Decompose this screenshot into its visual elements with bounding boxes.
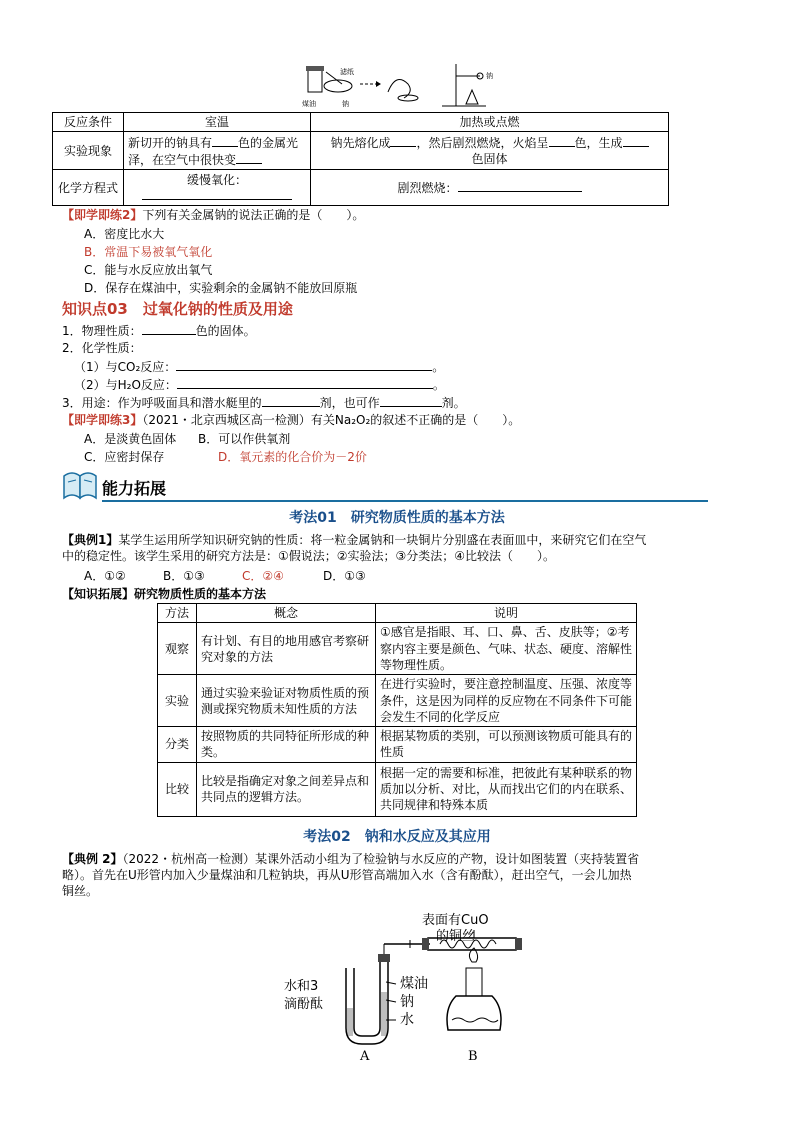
practice-stem: （2021・北京西城区高一检测）有关Na₂O₂的叙述不正确的是（ ）。 <box>142 413 521 427</box>
blank <box>380 394 442 407</box>
equation-label: 缓慢氧化： <box>186 172 247 187</box>
fig-label-filter-paper: 滤纸 <box>340 68 354 76</box>
label-cuo-wire: 表面有CuO <box>422 913 489 928</box>
k03-line-5 <box>62 394 466 411</box>
knowledge-point-title: 知识点03 过氧化钠的性质及用途 <box>62 300 293 318</box>
label-kerosene: 煤油 <box>400 976 428 992</box>
example-text: 略）。首先在U形管内加入少量煤油和几粒钠块，再从U形管高端加入水（含有酚酞），赶出空气，一会儿加热 <box>62 868 632 883</box>
table-row <box>158 604 637 623</box>
table-cell <box>124 132 311 170</box>
practice-tag: 【即学即练2】 <box>62 208 143 222</box>
table-cell: 根据某物质的类别，可以预测该物质可能具有的性质 <box>376 727 637 762</box>
k03-text: 剂。 <box>441 396 466 410</box>
book-icon <box>60 468 100 502</box>
blank <box>390 134 416 147</box>
table-cell: ①感官是指眼、耳、口、鼻、舌、皮肤等；②考察内容主要是颜色、气味、状态、硬度、溶解性等物理性质。 <box>376 623 637 675</box>
blank <box>212 134 238 147</box>
table-row <box>53 132 669 170</box>
table-cell: 室温 <box>124 113 311 132</box>
blank <box>549 134 575 147</box>
table-cell: 反应条件 <box>53 113 124 132</box>
phenomenon-text: 色固体 <box>471 152 508 167</box>
table-cell: 观察 <box>158 623 197 675</box>
example-tag: 【典例1】 <box>62 533 119 547</box>
blank <box>142 193 292 200</box>
option-d: D．氧元素的化合价为－2价 <box>218 450 367 464</box>
divider <box>102 500 708 502</box>
k03-text: （1）与CO₂反应： <box>74 360 177 374</box>
practice-tag: 【即学即练3】 <box>62 413 143 427</box>
table-cell <box>311 170 669 206</box>
k03-text: 。 <box>432 378 445 392</box>
option-b: B．可以作供氧剂 <box>198 432 291 446</box>
practice-2 <box>62 207 364 223</box>
blank <box>142 322 196 335</box>
apparatus-figure <box>280 908 540 1066</box>
practice-3 <box>62 412 520 428</box>
fig-label-sodium-2: 钠 <box>486 72 493 80</box>
blank <box>623 134 649 147</box>
k03-line-4 <box>74 376 445 393</box>
table-cell: 在进行实验时，要注意控制温度、压强、浓度等条件，这是因为同样的反应物在不同条件下可能会发生不同的化学反应 <box>376 675 637 727</box>
option-c: C．应密封保存 <box>84 450 165 464</box>
sodium-experiment-figure <box>296 62 506 112</box>
option-a: A．是淡黄色固体 <box>84 432 177 446</box>
phenomenon-text: ，然后剧烈燃烧，火焰呈 <box>416 136 549 150</box>
table-row <box>158 762 637 816</box>
fig-label-sodium: 钠 <box>342 100 349 108</box>
k03-text: 剂，也可作 <box>319 396 380 410</box>
table-cell: 比较是指确定对象之间差异点和共同点的逻辑方法。 <box>197 762 376 816</box>
phenomenon-text: 新切开的钠具有 <box>128 135 213 150</box>
kaofa-02-title: 考法02 钠和水反应及其应用 <box>303 829 491 845</box>
example-tag: 【典例 2】 <box>62 852 123 866</box>
fig-label-kerosene: 煤油 <box>302 100 316 108</box>
example-1 <box>62 532 742 564</box>
table-cell: 化学方程式 <box>53 170 124 206</box>
equation-label: 剧烈燃烧： <box>397 181 458 196</box>
k03-text: 3．用途：作为呼吸面具和潜水艇里的 <box>62 396 262 410</box>
option-a: A．密度比水大 <box>84 227 165 241</box>
blank <box>177 376 433 389</box>
label-a: A <box>360 1049 370 1064</box>
example-text: （2022・杭州高一检测）某课外活动小组为了检验钠与水反应的产物，设计如图装置（夹持装置省 <box>122 852 640 866</box>
example-text: 某学生运用所学知识研究钠的性质：将一粒金属钠和一块铜片分别盛在表面皿中，来研究它们在空气 <box>118 533 647 547</box>
table-cell: 实验 <box>158 675 197 727</box>
table-cell: 概念 <box>197 604 376 623</box>
label-copper-wire: 的铜丝 <box>436 929 476 944</box>
option-d: D．保存在煤油中，实验剩余的金属钠不能放回原瓶 <box>84 281 358 295</box>
phenomenon-text: 钠先熔化成 <box>330 136 391 150</box>
methods-table <box>157 603 637 817</box>
kaofa-01-title: 考法01 研究物质性质的基本方法 <box>289 510 505 526</box>
option-a: A．①② <box>84 569 126 583</box>
ability-title: 能力拓展 <box>102 479 167 498</box>
label-b: B <box>468 1049 478 1064</box>
table-cell: 方法 <box>158 604 197 623</box>
sodium-reaction-table <box>52 112 669 206</box>
table-row <box>53 113 669 132</box>
table-cell <box>311 132 669 170</box>
phenomenon-text: 色，生成 <box>574 136 623 150</box>
table-cell <box>124 170 311 206</box>
table-cell: 有计划、有目的地用感官考察研究对象的方法 <box>197 623 376 675</box>
knowledge-ext-title: 【知识拓展】研究物质性质的基本方法 <box>62 587 267 601</box>
k03-text: 1．物理性质： <box>62 324 142 338</box>
table-cell: 加热或点燃 <box>311 113 669 132</box>
table-cell: 比较 <box>158 762 197 816</box>
k03-text: 色的固体。 <box>195 324 256 338</box>
blank <box>458 179 582 192</box>
k03-line-2: 2．化学性质： <box>62 341 142 355</box>
blank <box>176 358 432 371</box>
option-d: D．①③ <box>323 569 366 583</box>
table-cell: 说明 <box>376 604 637 623</box>
table-row <box>158 675 637 727</box>
k03-text: （2）与H₂O反应： <box>74 378 177 392</box>
table-cell: 根据一定的需要和标准，把彼此有某种联系的物质加以分析、对比，从而找出它们的内在联系、共同规律和特殊本质 <box>376 762 637 816</box>
label-sodium: 钠 <box>400 994 414 1010</box>
table-row <box>158 727 637 762</box>
example-text: 铜丝。 <box>62 884 99 899</box>
blank <box>236 151 262 164</box>
label-water: 水和3 <box>284 979 319 994</box>
table-cell: 分类 <box>158 727 197 762</box>
label-phenolphthalein: 滴酚酞 <box>284 997 324 1012</box>
example-text: 中的稳定性。该学生采用的研究方法是：①假说法；②实验法；③分类法；④比较法（ ）。 <box>62 549 556 564</box>
blank <box>262 394 320 407</box>
option-b: B．常温下易被氧气氧化 <box>84 245 213 259</box>
k03-text: 。 <box>432 360 445 374</box>
k03-line-1 <box>62 322 256 339</box>
table-row <box>53 170 669 206</box>
k03-line-3 <box>74 358 444 375</box>
table-cell: 通过实验来验证对物质性质的预测或探究物质未知性质的方法 <box>197 675 376 727</box>
label-water-2: 水 <box>400 1012 414 1028</box>
practice-stem: 下列有关金属钠的说法正确的是（ ）。 <box>142 208 365 222</box>
option-c: C．能与水反应放出氧气 <box>84 263 213 277</box>
table-row <box>158 623 637 675</box>
phenomenon-text: 色的金属光泽，在空气中很快变 <box>128 135 299 167</box>
table-cell: 按照物质的共同特征所形成的种类。 <box>197 727 376 762</box>
option-c: C．②④ <box>242 569 284 583</box>
option-b: B．①③ <box>163 569 205 583</box>
example-2 <box>62 851 742 900</box>
table-cell: 实验现象 <box>53 132 124 170</box>
